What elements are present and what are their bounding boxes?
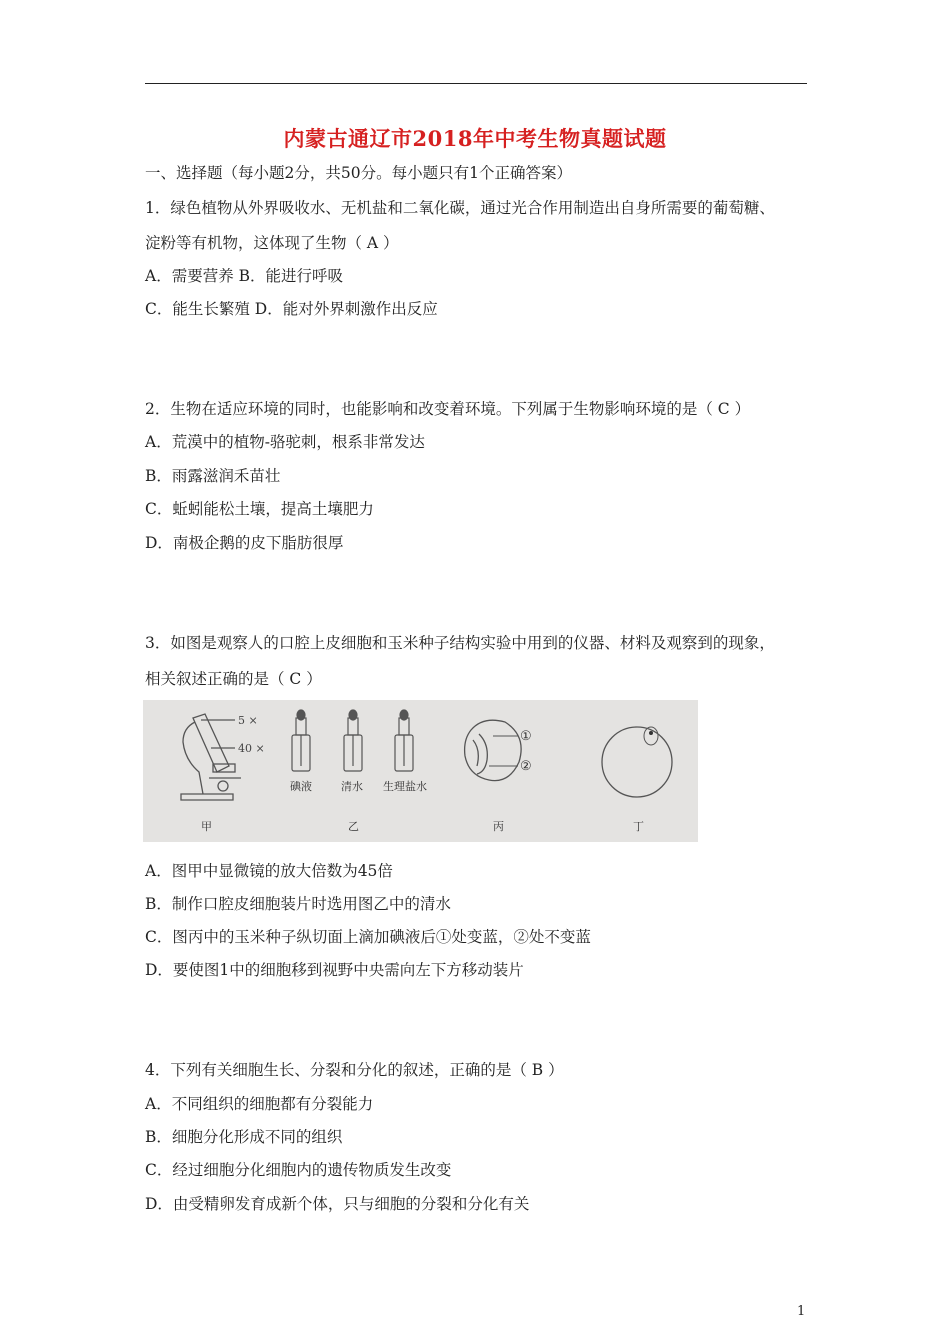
field-of-view-icon — [602, 727, 672, 797]
q3-option-d: D．要使图1中的细胞移到视野中央需向左下方移动装片 — [145, 961, 524, 979]
marker-1: ① — [520, 729, 532, 744]
q4-option-c: C．经过细胞分化细胞内的遗传物质发生改变 — [145, 1161, 452, 1179]
q1-options-cd: C．能生长繁殖 D．能对外界刺激作出反应 — [145, 300, 438, 318]
dropper-bottle-icon — [395, 710, 413, 771]
q3-figure — [143, 700, 698, 842]
q1-options-ab: A．需要营养 B．能进行呼吸 — [145, 267, 344, 285]
q3-stem-line2: 相关叙述正确的是（ C ） — [145, 670, 322, 688]
q2-option-c: C．蚯蚓能松土壤，提高土壤肥力 — [145, 500, 374, 518]
page-title: 内蒙古通辽市2018年中考生物真题试题 — [283, 126, 667, 151]
section-header: 一、选择题（每小题2分，共50分。每小题只有1个正确答案） — [145, 164, 572, 182]
marker-2: ② — [520, 759, 532, 774]
q4-option-d: D．由受精卵发育成新个体，只与细胞的分裂和分化有关 — [145, 1195, 530, 1213]
q4-option-b: B．细胞分化形成不同的组织 — [145, 1128, 343, 1146]
q2-stem: 2．生物在适应环境的同时，也能影响和改变着环境。下列属于生物影响环境的是（ C ） — [145, 400, 751, 418]
dropper-bottle-icon — [344, 710, 362, 771]
q3-stem-line1: 3．如图是观察人的口腔上皮细胞和玉米种子结构实验中用到的仪器、材料及观察到的现象， — [145, 634, 775, 652]
lens-top-label: 5 × — [238, 714, 258, 727]
label-bing: 丙 — [493, 820, 504, 833]
q1-stem-line2: 淀粉等有机物，这体现了生物（ A ） — [145, 234, 399, 252]
q2-option-b: B．雨露滋润禾苗壮 — [145, 467, 281, 485]
label-ding: 丁 — [633, 820, 644, 833]
q2-option-a: A．荒漠中的植物-骆驼刺，根系非常发达 — [145, 433, 425, 451]
q4-stem: 4．下列有关细胞生长、分裂和分化的叙述，正确的是（ B ） — [145, 1061, 564, 1079]
q3-option-b: B．制作口腔皮细胞装片时选用图乙中的清水 — [145, 895, 451, 913]
bottle-iodine-label: 碘液 — [290, 780, 312, 793]
bottle-saline-label: 生理盐水 — [383, 780, 427, 793]
microscope-icon — [181, 714, 241, 800]
q1-stem-line1: 1．绿色植物从外界吸收水、无机盐和二氧化碳，通过光合作用制造出自身所需要的葡萄糖、 — [145, 199, 775, 217]
lens-bottom-label: 40 × — [238, 742, 265, 755]
q3-option-a: A．图甲中显微镜的放大倍数为45倍 — [145, 862, 393, 880]
label-yi: 乙 — [348, 820, 359, 833]
q4-option-a: A．不同组织的细胞都有分裂能力 — [145, 1095, 374, 1113]
header-rule — [145, 83, 807, 84]
q2-option-d: D．南极企鹅的皮下脂肪很厚 — [145, 534, 344, 552]
corn-seed-icon — [465, 720, 522, 780]
page-number: 1 — [797, 1304, 806, 1319]
label-jia: 甲 — [201, 820, 212, 833]
bottle-water-label: 清水 — [341, 780, 363, 793]
dropper-bottle-icon — [292, 710, 310, 771]
q3-option-c: C．图丙中的玉米种子纵切面上滴加碘液后①处变蓝，②处不变蓝 — [145, 928, 591, 946]
